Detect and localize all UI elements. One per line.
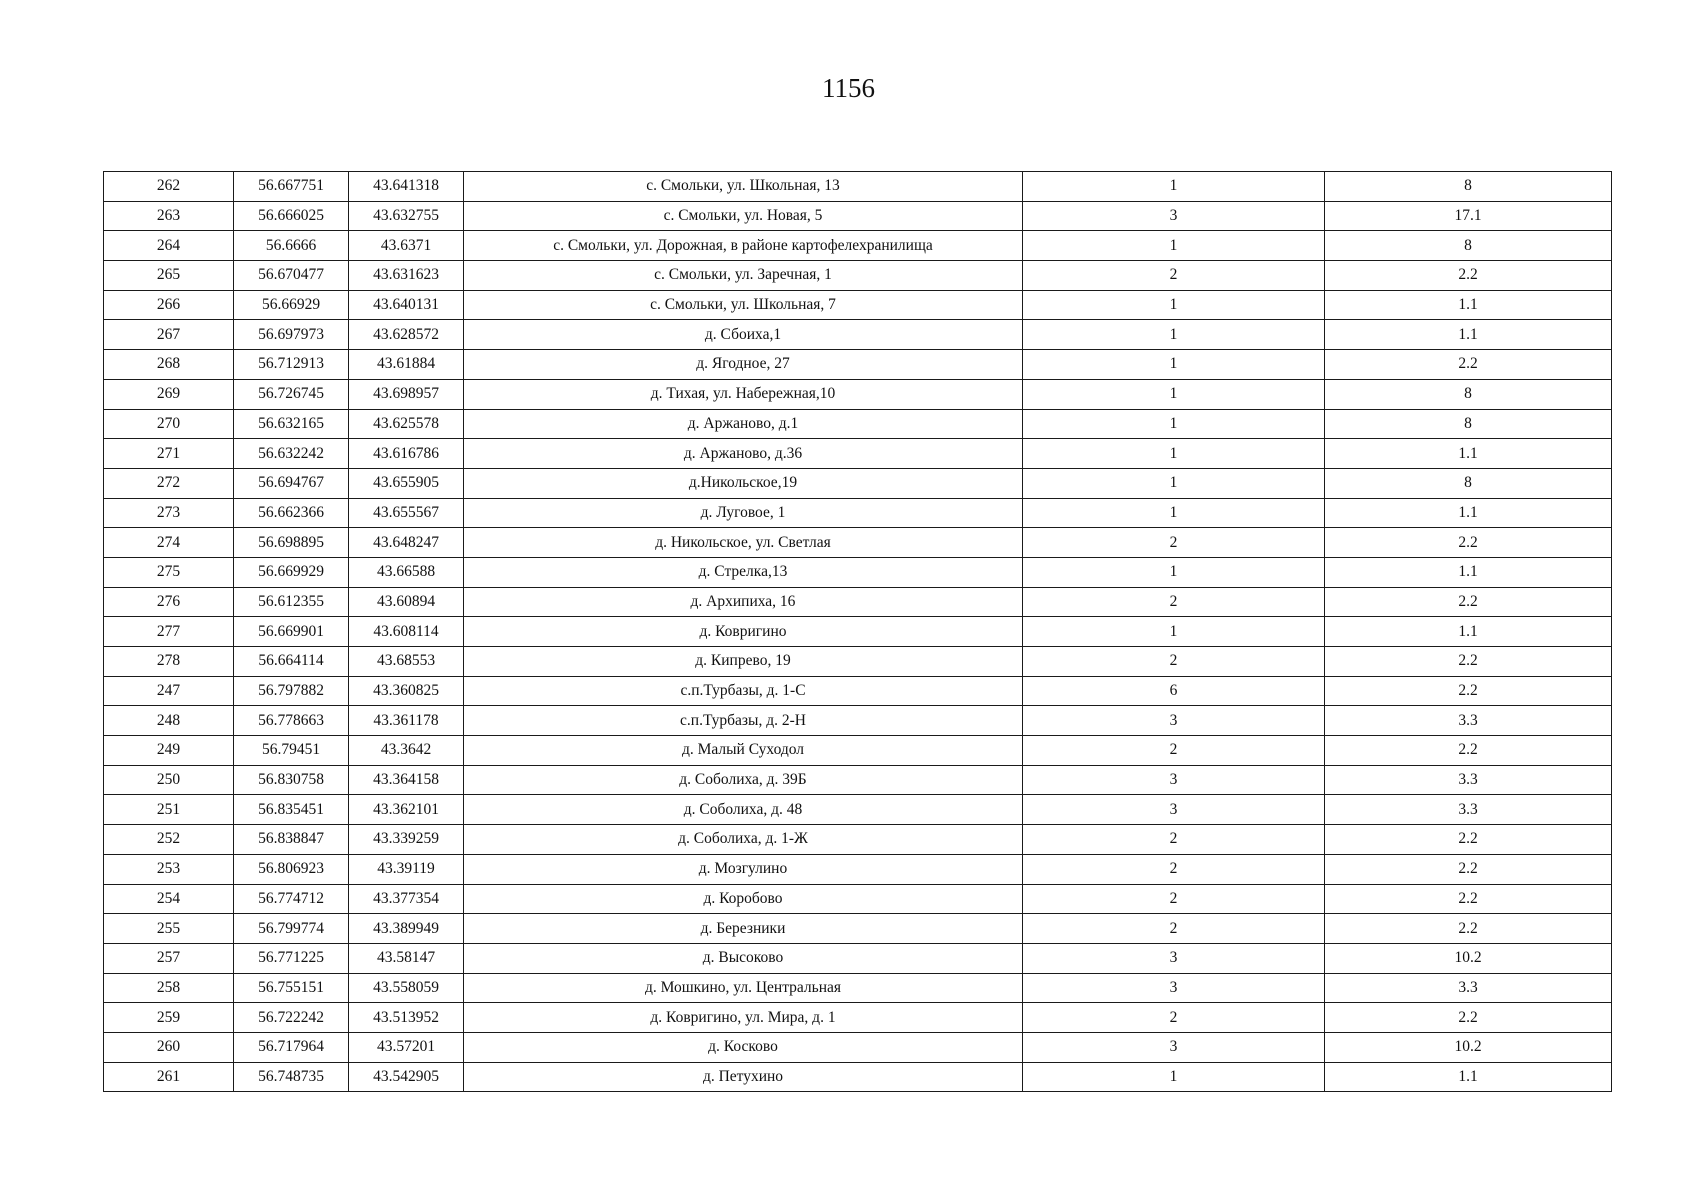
table-row — [104, 468, 1612, 498]
table-row — [104, 1003, 1612, 1033]
row-number-cell: 266 — [104, 290, 234, 320]
count-cell: 1 — [1023, 439, 1325, 469]
address-cell: д. Кипрево, 19 — [464, 647, 1023, 677]
count-cell: 1 — [1023, 468, 1325, 498]
longitude-cell: 43.513952 — [349, 1003, 464, 1033]
address-cell: д. Мошкино, ул. Центральная — [464, 973, 1023, 1003]
value-cell: 2.2 — [1325, 825, 1612, 855]
value-cell: 8 — [1325, 172, 1612, 202]
latitude-cell: 56.774712 — [234, 884, 349, 914]
page-number: 1156 — [822, 73, 875, 103]
longitude-cell: 43.57201 — [349, 1032, 464, 1062]
address-cell: д. Тихая, ул. Набережная,10 — [464, 379, 1023, 409]
address-cell: д. Соболиха, д. 39Б — [464, 765, 1023, 795]
value-cell: 8 — [1325, 468, 1612, 498]
value-cell: 2.2 — [1325, 261, 1612, 291]
count-cell: 1 — [1023, 320, 1325, 350]
latitude-cell: 56.722242 — [234, 1003, 349, 1033]
row-number-cell: 252 — [104, 825, 234, 855]
row-number-cell: 248 — [104, 706, 234, 736]
value-cell: 2.2 — [1325, 528, 1612, 558]
value-cell: 10.2 — [1325, 943, 1612, 973]
count-cell: 3 — [1023, 943, 1325, 973]
value-cell: 2.2 — [1325, 647, 1612, 677]
count-cell: 3 — [1023, 795, 1325, 825]
table-row — [104, 201, 1612, 231]
count-cell: 1 — [1023, 231, 1325, 261]
longitude-cell: 43.362101 — [349, 795, 464, 825]
longitude-cell: 43.641318 — [349, 172, 464, 202]
table-row — [104, 350, 1612, 380]
longitude-cell: 43.68553 — [349, 647, 464, 677]
table-row — [104, 647, 1612, 677]
count-cell: 1 — [1023, 498, 1325, 528]
count-cell: 1 — [1023, 617, 1325, 647]
row-number-cell: 269 — [104, 379, 234, 409]
value-cell: 10.2 — [1325, 1032, 1612, 1062]
table-row — [104, 825, 1612, 855]
count-cell: 2 — [1023, 914, 1325, 944]
table-row — [104, 914, 1612, 944]
table-row — [104, 884, 1612, 914]
value-cell: 2.2 — [1325, 914, 1612, 944]
table-row — [104, 854, 1612, 884]
row-number-cell: 255 — [104, 914, 234, 944]
longitude-cell: 43.389949 — [349, 914, 464, 944]
latitude-cell: 56.712913 — [234, 350, 349, 380]
latitude-cell: 56.748735 — [234, 1062, 349, 1092]
latitude-cell: 56.669901 — [234, 617, 349, 647]
address-cell: д. Ягодное, 27 — [464, 350, 1023, 380]
longitude-cell: 43.339259 — [349, 825, 464, 855]
address-cell: д. Ковригино, ул. Мира, д. 1 — [464, 1003, 1023, 1033]
count-cell: 1 — [1023, 290, 1325, 320]
latitude-cell: 56.6666 — [234, 231, 349, 261]
longitude-cell: 43.625578 — [349, 409, 464, 439]
table-row — [104, 736, 1612, 766]
table-row — [104, 557, 1612, 587]
latitude-cell: 56.755151 — [234, 973, 349, 1003]
table-row — [104, 943, 1612, 973]
address-cell: д. Никольское, ул. Светлая — [464, 528, 1023, 558]
value-cell: 1.1 — [1325, 498, 1612, 528]
count-cell: 3 — [1023, 201, 1325, 231]
latitude-cell: 56.717964 — [234, 1032, 349, 1062]
row-number-cell: 267 — [104, 320, 234, 350]
latitude-cell: 56.662366 — [234, 498, 349, 528]
address-cell: д. Высоково — [464, 943, 1023, 973]
row-number-cell: 271 — [104, 439, 234, 469]
address-cell: с. Смольки, ул. Заречная, 1 — [464, 261, 1023, 291]
longitude-cell: 43.39119 — [349, 854, 464, 884]
table-row — [104, 290, 1612, 320]
address-cell: с.п.Турбазы, д. 1-С — [464, 676, 1023, 706]
latitude-cell: 56.669929 — [234, 557, 349, 587]
count-cell: 1 — [1023, 409, 1325, 439]
row-number-cell: 247 — [104, 676, 234, 706]
count-cell: 2 — [1023, 261, 1325, 291]
latitude-cell: 56.66929 — [234, 290, 349, 320]
value-cell: 1.1 — [1325, 1062, 1612, 1092]
count-cell: 2 — [1023, 647, 1325, 677]
count-cell: 2 — [1023, 854, 1325, 884]
row-number-cell: 273 — [104, 498, 234, 528]
row-number-cell: 254 — [104, 884, 234, 914]
address-cell: д. Луговое, 1 — [464, 498, 1023, 528]
latitude-cell: 56.806923 — [234, 854, 349, 884]
longitude-cell: 43.60894 — [349, 587, 464, 617]
table-row — [104, 231, 1612, 261]
row-number-cell: 265 — [104, 261, 234, 291]
address-cell: д. Аржаново, д.1 — [464, 409, 1023, 439]
row-number-cell: 272 — [104, 468, 234, 498]
longitude-cell: 43.3642 — [349, 736, 464, 766]
longitude-cell: 43.608114 — [349, 617, 464, 647]
count-cell: 3 — [1023, 706, 1325, 736]
count-cell: 2 — [1023, 884, 1325, 914]
table-body — [104, 172, 1612, 1092]
value-cell: 2.2 — [1325, 676, 1612, 706]
row-number-cell: 262 — [104, 172, 234, 202]
longitude-cell: 43.58147 — [349, 943, 464, 973]
latitude-cell: 56.79451 — [234, 736, 349, 766]
table-row — [104, 706, 1612, 736]
table-row — [104, 1062, 1612, 1092]
table-row — [104, 261, 1612, 291]
value-cell: 2.2 — [1325, 350, 1612, 380]
table-row — [104, 528, 1612, 558]
value-cell: 3.3 — [1325, 706, 1612, 736]
table-row — [104, 409, 1612, 439]
longitude-cell: 43.648247 — [349, 528, 464, 558]
count-cell: 3 — [1023, 1032, 1325, 1062]
table-row — [104, 973, 1612, 1003]
longitude-cell: 43.698957 — [349, 379, 464, 409]
latitude-cell: 56.726745 — [234, 379, 349, 409]
value-cell: 2.2 — [1325, 587, 1612, 617]
longitude-cell: 43.640131 — [349, 290, 464, 320]
value-cell: 2.2 — [1325, 884, 1612, 914]
latitude-cell: 56.670477 — [234, 261, 349, 291]
row-number-cell: 275 — [104, 557, 234, 587]
table-row — [104, 795, 1612, 825]
count-cell: 6 — [1023, 676, 1325, 706]
longitude-cell: 43.655567 — [349, 498, 464, 528]
address-cell: д. Коробово — [464, 884, 1023, 914]
row-number-cell: 278 — [104, 647, 234, 677]
address-cell: д. Соболиха, д. 1-Ж — [464, 825, 1023, 855]
address-cell: д.Никольское,19 — [464, 468, 1023, 498]
latitude-cell: 56.612355 — [234, 587, 349, 617]
value-cell: 17.1 — [1325, 201, 1612, 231]
latitude-cell: 56.830758 — [234, 765, 349, 795]
row-number-cell: 276 — [104, 587, 234, 617]
row-number-cell: 270 — [104, 409, 234, 439]
row-number-cell: 261 — [104, 1062, 234, 1092]
longitude-cell: 43.360825 — [349, 676, 464, 706]
longitude-cell: 43.655905 — [349, 468, 464, 498]
address-cell: д. Малый Суходол — [464, 736, 1023, 766]
table-row — [104, 676, 1612, 706]
address-cell: д. Косково — [464, 1032, 1023, 1062]
address-cell: д. Соболиха, д. 48 — [464, 795, 1023, 825]
row-number-cell: 249 — [104, 736, 234, 766]
longitude-cell: 43.616786 — [349, 439, 464, 469]
row-number-cell: 274 — [104, 528, 234, 558]
longitude-cell: 43.542905 — [349, 1062, 464, 1092]
longitude-cell: 43.631623 — [349, 261, 464, 291]
value-cell: 3.3 — [1325, 765, 1612, 795]
count-cell: 3 — [1023, 765, 1325, 795]
value-cell: 8 — [1325, 409, 1612, 439]
latitude-cell: 56.797882 — [234, 676, 349, 706]
table-row — [104, 617, 1612, 647]
value-cell: 1.1 — [1325, 617, 1612, 647]
address-cell: д. Сбоиха,1 — [464, 320, 1023, 350]
latitude-cell: 56.667751 — [234, 172, 349, 202]
address-cell: с. Смольки, ул. Школьная, 7 — [464, 290, 1023, 320]
row-number-cell: 268 — [104, 350, 234, 380]
longitude-cell: 43.632755 — [349, 201, 464, 231]
address-cell: д. Березники — [464, 914, 1023, 944]
table-row — [104, 172, 1612, 202]
latitude-cell: 56.632165 — [234, 409, 349, 439]
latitude-cell: 56.632242 — [234, 439, 349, 469]
row-number-cell: 277 — [104, 617, 234, 647]
address-cell: д. Архипиха, 16 — [464, 587, 1023, 617]
latitude-cell: 56.697973 — [234, 320, 349, 350]
value-cell: 3.3 — [1325, 795, 1612, 825]
data-table — [103, 171, 1612, 1092]
latitude-cell: 56.835451 — [234, 795, 349, 825]
longitude-cell: 43.364158 — [349, 765, 464, 795]
count-cell: 1 — [1023, 350, 1325, 380]
longitude-cell: 43.558059 — [349, 973, 464, 1003]
value-cell: 8 — [1325, 231, 1612, 261]
row-number-cell: 258 — [104, 973, 234, 1003]
latitude-cell: 56.666025 — [234, 201, 349, 231]
longitude-cell: 43.361178 — [349, 706, 464, 736]
longitude-cell: 43.61884 — [349, 350, 464, 380]
count-cell: 1 — [1023, 379, 1325, 409]
longitude-cell: 43.377354 — [349, 884, 464, 914]
address-cell: д. Аржаново, д.36 — [464, 439, 1023, 469]
count-cell: 2 — [1023, 1003, 1325, 1033]
address-cell: д. Петухино — [464, 1062, 1023, 1092]
value-cell: 8 — [1325, 379, 1612, 409]
count-cell: 2 — [1023, 587, 1325, 617]
value-cell: 1.1 — [1325, 320, 1612, 350]
count-cell: 2 — [1023, 528, 1325, 558]
count-cell: 3 — [1023, 973, 1325, 1003]
longitude-cell: 43.6371 — [349, 231, 464, 261]
count-cell: 2 — [1023, 736, 1325, 766]
table-row — [104, 498, 1612, 528]
value-cell: 3.3 — [1325, 973, 1612, 1003]
table-row — [104, 587, 1612, 617]
address-cell: д. Ковригино — [464, 617, 1023, 647]
row-number-cell: 264 — [104, 231, 234, 261]
value-cell: 2.2 — [1325, 736, 1612, 766]
longitude-cell: 43.66588 — [349, 557, 464, 587]
row-number-cell: 257 — [104, 943, 234, 973]
address-cell: д. Стрелка,13 — [464, 557, 1023, 587]
count-cell: 2 — [1023, 825, 1325, 855]
value-cell: 2.2 — [1325, 854, 1612, 884]
address-cell: с. Смольки, ул. Новая, 5 — [464, 201, 1023, 231]
latitude-cell: 56.778663 — [234, 706, 349, 736]
table-row — [104, 379, 1612, 409]
table-row — [104, 1032, 1612, 1062]
count-cell: 1 — [1023, 172, 1325, 202]
value-cell: 1.1 — [1325, 557, 1612, 587]
count-cell: 1 — [1023, 1062, 1325, 1092]
address-cell: д. Мозгулино — [464, 854, 1023, 884]
row-number-cell: 260 — [104, 1032, 234, 1062]
table-row — [104, 765, 1612, 795]
count-cell: 1 — [1023, 557, 1325, 587]
table-row — [104, 320, 1612, 350]
row-number-cell: 250 — [104, 765, 234, 795]
latitude-cell: 56.664114 — [234, 647, 349, 677]
row-number-cell: 263 — [104, 201, 234, 231]
latitude-cell: 56.799774 — [234, 914, 349, 944]
row-number-cell: 253 — [104, 854, 234, 884]
value-cell: 1.1 — [1325, 439, 1612, 469]
row-number-cell: 251 — [104, 795, 234, 825]
value-cell: 2.2 — [1325, 1003, 1612, 1033]
longitude-cell: 43.628572 — [349, 320, 464, 350]
latitude-cell: 56.771225 — [234, 943, 349, 973]
value-cell: 1.1 — [1325, 290, 1612, 320]
latitude-cell: 56.838847 — [234, 825, 349, 855]
address-cell: с. Смольки, ул. Школьная, 13 — [464, 172, 1023, 202]
address-cell: с. Смольки, ул. Дорожная, в районе картофелехранилища — [464, 231, 1023, 261]
row-number-cell: 259 — [104, 1003, 234, 1033]
latitude-cell: 56.694767 — [234, 468, 349, 498]
table-row — [104, 439, 1612, 469]
address-cell: с.п.Турбазы, д. 2-Н — [464, 706, 1023, 736]
latitude-cell: 56.698895 — [234, 528, 349, 558]
